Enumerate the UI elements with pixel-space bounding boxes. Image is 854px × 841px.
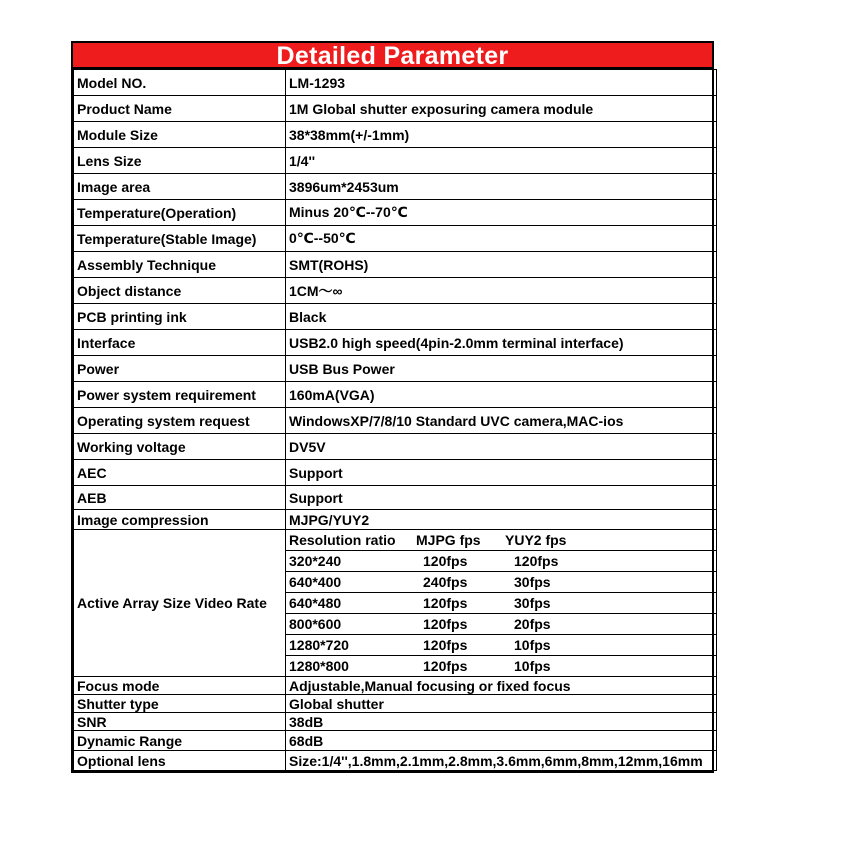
table-row bbox=[74, 96, 717, 122]
yuy2-fps: 30fps bbox=[514, 595, 551, 611]
row-value: LM-1293 bbox=[286, 70, 717, 96]
table-row bbox=[74, 122, 717, 148]
row-label: Operating system request bbox=[74, 408, 286, 434]
column-header-mjpg: MJPG fps bbox=[416, 532, 481, 548]
row-label: Power system requirement bbox=[74, 382, 286, 408]
row-label: Shutter type bbox=[74, 695, 286, 713]
video-rate-cell bbox=[286, 530, 717, 677]
parameter-table bbox=[73, 69, 717, 771]
row-value: WindowsXP/7/8/10 Standard UVC camera,MAC-ios bbox=[286, 408, 717, 434]
table-row bbox=[74, 530, 717, 677]
table-row bbox=[74, 486, 717, 510]
video-rate-row bbox=[286, 613, 716, 634]
mjpg-fps: 120fps bbox=[423, 616, 468, 632]
table-row bbox=[74, 252, 717, 278]
row-label: Dynamic Range bbox=[74, 731, 286, 751]
table-row bbox=[74, 408, 717, 434]
row-label: Focus mode bbox=[74, 677, 286, 695]
row-value: Minus 20℃--70℃ bbox=[286, 200, 717, 226]
row-label: Working voltage bbox=[74, 434, 286, 460]
row-label: Object distance bbox=[74, 278, 286, 304]
table-row bbox=[74, 200, 717, 226]
resolution: 1280*720 bbox=[289, 637, 349, 653]
row-label: Image compression bbox=[74, 510, 286, 530]
row-value: 1/4'' bbox=[286, 148, 717, 174]
row-label: Optional lens bbox=[74, 751, 286, 771]
mjpg-fps: 120fps bbox=[423, 658, 468, 674]
video-rate-row bbox=[286, 592, 716, 613]
row-value: 38*38mm(+/-1mm) bbox=[286, 122, 717, 148]
row-value: MJPG/YUY2 bbox=[286, 510, 717, 530]
table-row bbox=[74, 330, 717, 356]
yuy2-fps: 120fps bbox=[514, 553, 559, 569]
table-row bbox=[74, 278, 717, 304]
table-row bbox=[74, 695, 717, 713]
resolution: 640*400 bbox=[289, 574, 342, 590]
table-row bbox=[74, 174, 717, 200]
video-rate-row bbox=[286, 634, 716, 655]
table-row bbox=[74, 148, 717, 174]
row-label: Interface bbox=[74, 330, 286, 356]
row-label: Lens Size bbox=[74, 148, 286, 174]
row-value: 0℃--50℃ bbox=[286, 226, 717, 252]
table-row bbox=[74, 382, 717, 408]
row-value: DV5V bbox=[286, 434, 717, 460]
row-label: SNR bbox=[74, 713, 286, 731]
row-label: Model NO. bbox=[74, 70, 286, 96]
row-label: Product Name bbox=[74, 96, 286, 122]
parameter-sheet bbox=[71, 41, 714, 773]
row-label: Temperature(Stable Image) bbox=[74, 226, 286, 252]
resolution: 1280*800 bbox=[289, 658, 349, 674]
column-header-resolution: Resolution ratio bbox=[289, 532, 396, 548]
row-label: Assembly Technique bbox=[74, 252, 286, 278]
resolution: 320*240 bbox=[289, 553, 342, 569]
yuy2-fps: 30fps bbox=[514, 574, 551, 590]
table-row bbox=[74, 713, 717, 731]
row-label: AEB bbox=[74, 486, 286, 510]
row-label: Image area bbox=[74, 174, 286, 200]
table-row bbox=[74, 731, 717, 751]
table-row bbox=[74, 751, 717, 771]
yuy2-fps: 20fps bbox=[514, 616, 551, 632]
row-label: Active Array Size Video Rate bbox=[74, 530, 286, 677]
video-rate-row bbox=[286, 550, 716, 571]
row-label: PCB printing ink bbox=[74, 304, 286, 330]
row-value: 1CM～∞ bbox=[286, 278, 717, 304]
resolution: 800*600 bbox=[289, 616, 342, 632]
mjpg-fps: 240fps bbox=[423, 574, 468, 590]
row-label: Power bbox=[74, 356, 286, 382]
row-value: 3896um*2453um bbox=[286, 174, 717, 200]
yuy2-fps: 10fps bbox=[514, 637, 551, 653]
table-row bbox=[74, 510, 717, 530]
mjpg-fps: 120fps bbox=[423, 637, 468, 653]
table-row bbox=[74, 677, 717, 695]
row-value: USB Bus Power bbox=[286, 356, 717, 382]
row-value: 68dB bbox=[286, 731, 717, 751]
row-value: Size:1/4'',1.8mm,2.1mm,2.8mm,3.6mm,6mm,8mm,12mm,16mm bbox=[286, 751, 717, 771]
video-rate-row bbox=[286, 571, 716, 592]
table-row bbox=[74, 356, 717, 382]
row-label: Module Size bbox=[74, 122, 286, 148]
row-value: USB2.0 high speed(4pin-2.0mm terminal interface) bbox=[286, 330, 717, 356]
table-row bbox=[74, 304, 717, 330]
row-value: 160mA(VGA) bbox=[286, 382, 717, 408]
mjpg-fps: 120fps bbox=[423, 595, 468, 611]
mjpg-fps: 120fps bbox=[423, 553, 468, 569]
table-row bbox=[74, 434, 717, 460]
video-rate-grid bbox=[286, 530, 716, 676]
column-header-yuy2: YUY2 fps bbox=[505, 532, 567, 548]
row-value: Adjustable,Manual focusing or fixed focus bbox=[286, 677, 717, 695]
resolution: 640*480 bbox=[289, 595, 342, 611]
row-value: Black bbox=[286, 304, 717, 330]
row-label: Temperature(Operation) bbox=[74, 200, 286, 226]
sheet-title: Detailed Parameter bbox=[71, 41, 714, 69]
row-value: 38dB bbox=[286, 713, 717, 731]
table-row bbox=[74, 70, 717, 96]
row-value: Support bbox=[286, 486, 717, 510]
row-label: AEC bbox=[74, 460, 286, 486]
row-value: SMT(ROHS) bbox=[286, 252, 717, 278]
table-row bbox=[74, 460, 717, 486]
video-rate-header bbox=[286, 530, 716, 550]
parameter-table-frame bbox=[71, 69, 714, 773]
yuy2-fps: 10fps bbox=[514, 658, 551, 674]
row-value: Global shutter bbox=[286, 695, 717, 713]
row-value: 1M Global shutter exposuring camera module bbox=[286, 96, 717, 122]
video-rate-row bbox=[286, 655, 716, 676]
table-row bbox=[74, 226, 717, 252]
row-value: Support bbox=[286, 460, 717, 486]
